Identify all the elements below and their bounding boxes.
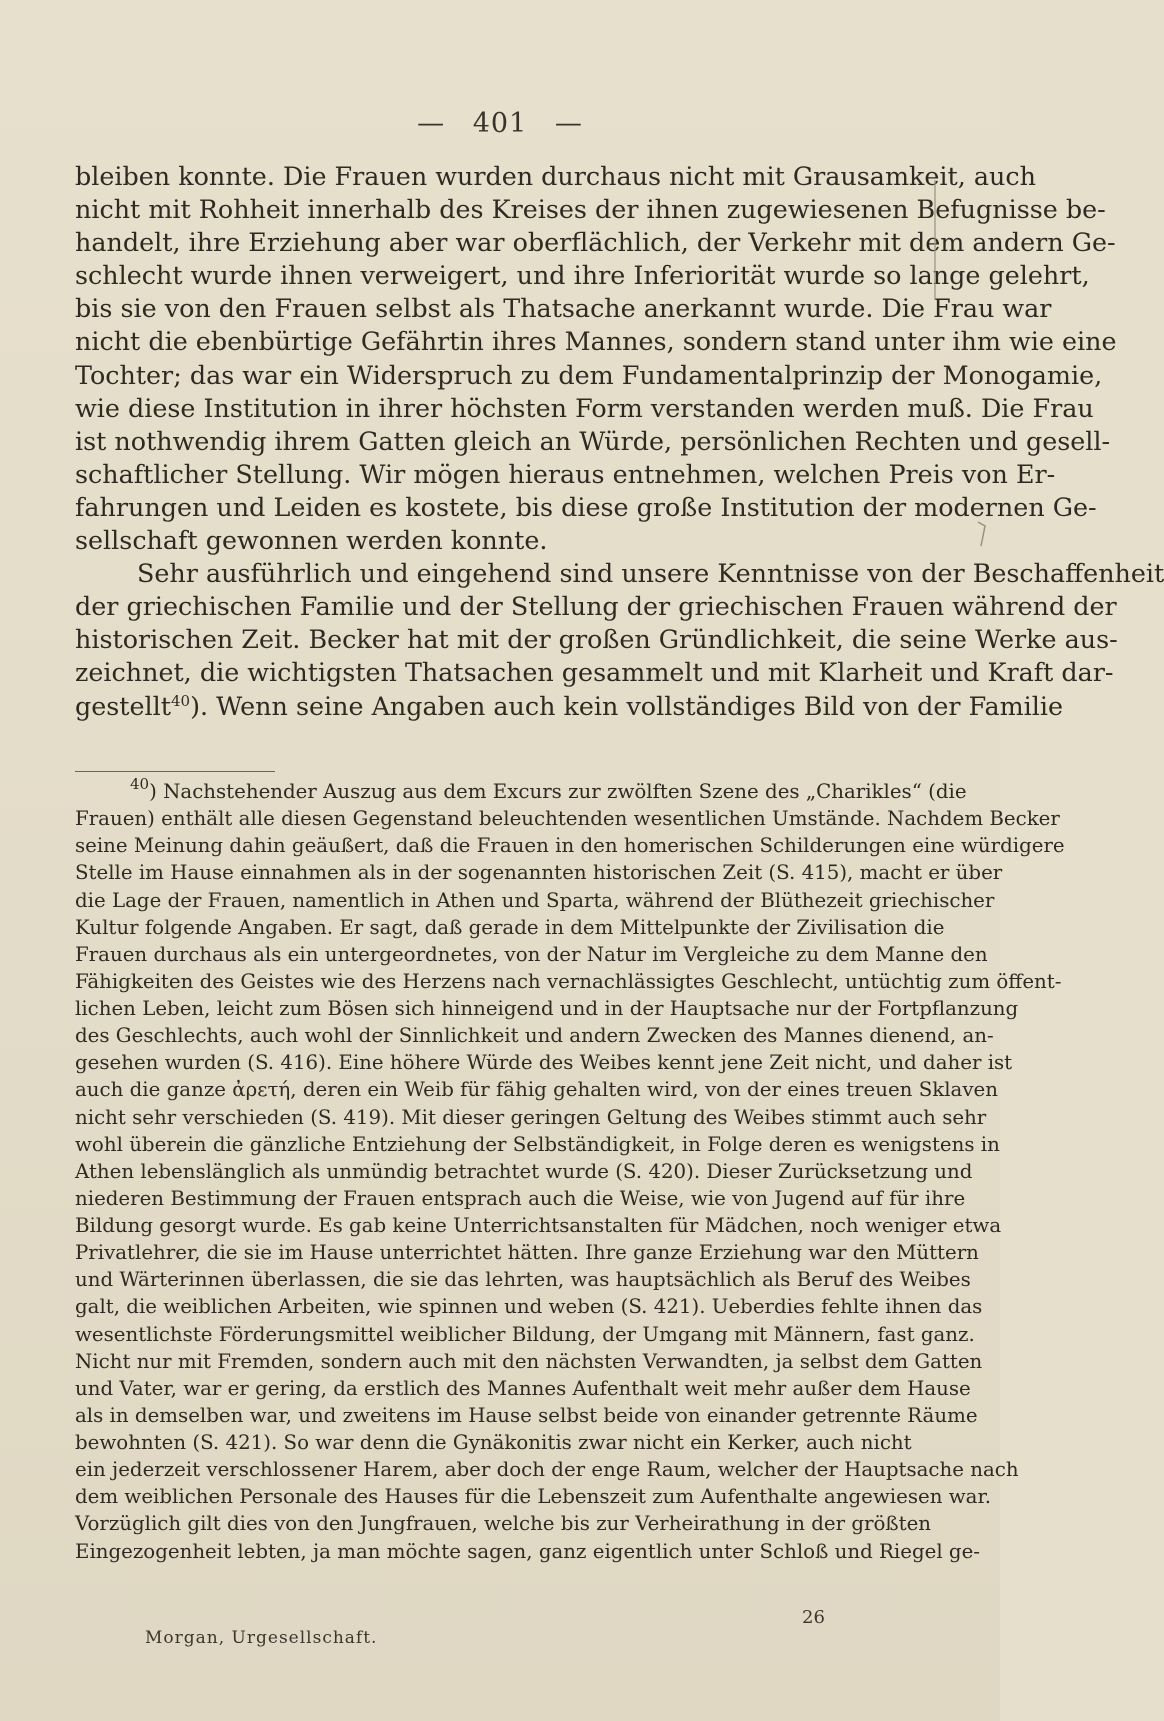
footnote-line: wesentlichste Förderungsmittel weiblicher Bildung, der Umgang mit Männern, fast ganz.	[75, 1322, 975, 1346]
margin-stroke-mark	[930, 180, 940, 300]
footnote-line: Kultur folgende Angaben. Er sagt, daß gerade in dem Mittelpunkte der Zivilisation die	[75, 915, 945, 939]
footnote-line: und Wärterinnen überlassen, die sie das lehrten, was hauptsächlich als Beruf des Weibes	[75, 1268, 971, 1292]
footnote-line: und Vater, war er gering, da erstlich des Mannes Aufenthalt weit mehr außer dem Hause	[75, 1376, 971, 1400]
text-line: Sehr ausführlich und eingehend sind unsere Kenntnisse von der Beschaffenheit	[137, 558, 1164, 589]
footnote-separator	[75, 771, 275, 772]
footnote-line: bewohnten (S. 421). So war denn die Gynäkonitis zwar nicht ein Kerker, auch nicht	[75, 1431, 912, 1454]
footnote-line: dem weiblichen Personale des Hauses für die Lebenszeit zum Aufenthalte angewiesen war.	[75, 1485, 992, 1509]
footnote-reference[interactable]: 40	[170, 691, 191, 710]
text-line: ist nothwendig ihrem Gatten gleich an Würde, persönlichen Rechten und gesell-	[75, 425, 1111, 456]
footnote-marker: 40	[130, 775, 150, 793]
page-number: 401	[472, 108, 528, 139]
footnote-line: Fähigkeiten des Geistes wie des Herzens nach vernachlässigtes Geschlecht, untüchtig zum öffent-	[75, 969, 1062, 993]
text-line: zeichnet, die wichtigsten Thatsachen gesammelt und mit Klarheit und Kraft dar-	[75, 657, 1114, 688]
footnote-line: nicht sehr verschieden (S. 419). Mit dieser geringen Geltung des Weibes stimmt auch sehr	[75, 1105, 987, 1129]
footnote-line: Privatlehrer, die sie im Hause unterrichtet hätten. Ihre ganze Erziehung war den Müttern	[75, 1241, 979, 1265]
footnote-line: Stelle im Hause einnahmen als in der sogenannten historischen Zeit (S. 415), macht er über	[75, 861, 1003, 885]
text-line: bis sie von den Frauen selbst als Thatsache anerkannt wurde. Die Frau war	[75, 293, 1052, 324]
signature-line: Morgan, Urgesellschaft.	[145, 1628, 378, 1648]
footnote-fragment: ) Nachstehender Auszug aus dem Excurs zur zwölften Szene des „Charikles“ (die	[149, 780, 967, 803]
footnote-line: Nicht nur mit Fremden, sondern auch mit den nächsten Verwandten, ja selbst dem Gatten	[75, 1349, 983, 1373]
text-line: der griechischen Familie und der Stellung der griechischen Frauen während der	[75, 591, 1117, 622]
text-line: schaftlicher Stellung. Wir mögen hieraus entnehmen, welchen Preis von Er-	[75, 458, 1056, 489]
footnote-line: gesehen wurden (S. 416). Eine höhere Würde des Weibes kennt jene Zeit nicht, und daher ist	[75, 1051, 1013, 1075]
footnote-line: als in demselben war, und zweitens im Hause selbst beide von einander getrennte Räume	[75, 1403, 978, 1427]
text-fragment: ). Wenn seine Angaben auch kein vollständiges Bild von der Familie	[190, 690, 1064, 721]
footnote-line: Frauen) enthält alle diesen Gegenstand beleuchtenden wesentlichen Umstände. Nachdem Becker	[75, 807, 1060, 831]
footnote-line: Frauen durchaus als ein untergeordnetes, von der Natur im Vergleiche zu dem Manne den	[75, 942, 988, 966]
footnote	[75, 775, 1065, 1565]
page-header	[0, 108, 1000, 139]
text-line: handelt, ihre Erziehung aber war oberflächlich, der Verkehr mit dem andern Ge-	[75, 227, 1116, 258]
footnote-line	[75, 775, 967, 805]
footnote-line: Eingezogenheit lebten, ja man möchte sagen, ganz eigentlich unter Schloß und Riegel ge-	[75, 1539, 980, 1563]
footnote-line: Vorzüglich gilt dies von den Jungfrauen, welche bis zur Verheirathung in der größten	[75, 1512, 932, 1536]
text-line: nicht mit Rohheit innerhalb des Kreises der ihnen zugewiesenen Befugnisse be-	[75, 194, 1106, 225]
footnote-line: niederen Bestimmung der Frauen entsprach auch die Weise, wie von Jugend auf für ihre	[75, 1186, 966, 1210]
footnote-line: Athen lebenslänglich als unmündig betrachtet wurde (S. 420). Dieser Zurücksetzung und	[75, 1159, 973, 1183]
margin-pencil-mark	[975, 520, 995, 550]
text-line: bleiben konnte. Die Frauen wurden durchaus nicht mit Grausamkeit, auch	[75, 161, 1036, 191]
text-line: Tochter; das war ein Widerspruch zu dem Fundamentalprinzip der Monogamie,	[75, 359, 1103, 390]
footnote-line: des Geschlechts, auch wohl der Sinnlichkeit und andern Zwecken des Mannes dienend, an-	[75, 1024, 994, 1048]
sheet-number: 26	[802, 1607, 825, 1628]
text-line-with-reference	[75, 690, 1064, 723]
header-dash-left: —	[417, 108, 446, 139]
footnote-line: Bildung gesorgt wurde. Es gab keine Unterrichtsanstalten für Mädchen, noch weniger etwa	[75, 1214, 1002, 1237]
text-line: schlecht wurde ihnen verweigert, und ihre Inferiorität wurde so lange gelehrt,	[75, 260, 1090, 291]
footnote-line: seine Meinung dahin geäußert, daß die Frauen in den homerischen Schilderungen eine würdigere	[75, 834, 1065, 858]
text-fragment: gestellt	[75, 690, 171, 721]
footnote-line: wohl überein die gänzliche Entziehung der Selbständigkeit, in Folge deren es wenigstens in	[75, 1132, 1000, 1156]
text-line: wie diese Institution in ihrer höchsten Form verstanden werden muß. Die Frau	[75, 392, 1094, 423]
header-dash-right: —	[554, 108, 583, 139]
main-text	[75, 160, 1164, 723]
footnote-line: die Lage der Frauen, namentlich in Athen und Sparta, während der Blüthezeit griechischer	[75, 888, 995, 912]
text-line: sellschaft gewonnen werden konnte.	[75, 525, 548, 556]
footnote-line: ein jederzeit verschlossener Harem, aber doch der enge Raum, welcher der Hauptsache nach	[75, 1458, 1019, 1482]
footnote-line: galt, die weiblichen Arbeiten, wie spinnen und weben (S. 421). Ueberdies fehlte ihnen das	[75, 1295, 983, 1319]
footnote-line: lichen Leben, leicht zum Bösen sich hinneigend und in der Hauptsache nur der Fortpflanzung	[75, 997, 1019, 1020]
footnote-line: auch die ganze ἀρετή, deren ein Weib für fähig gehalten wird, von der eines treuen Sklaven	[75, 1078, 998, 1102]
text-line: historischen Zeit. Becker hat mit der großen Gründlichkeit, die seine Werke aus-	[75, 624, 1118, 655]
text-line: fahrungen und Leiden es kostete, bis diese große Institution der modernen Ge-	[75, 491, 1097, 522]
text-line: nicht die ebenbürtige Gefährtin ihres Mannes, sondern stand unter ihm wie eine	[75, 326, 1117, 357]
